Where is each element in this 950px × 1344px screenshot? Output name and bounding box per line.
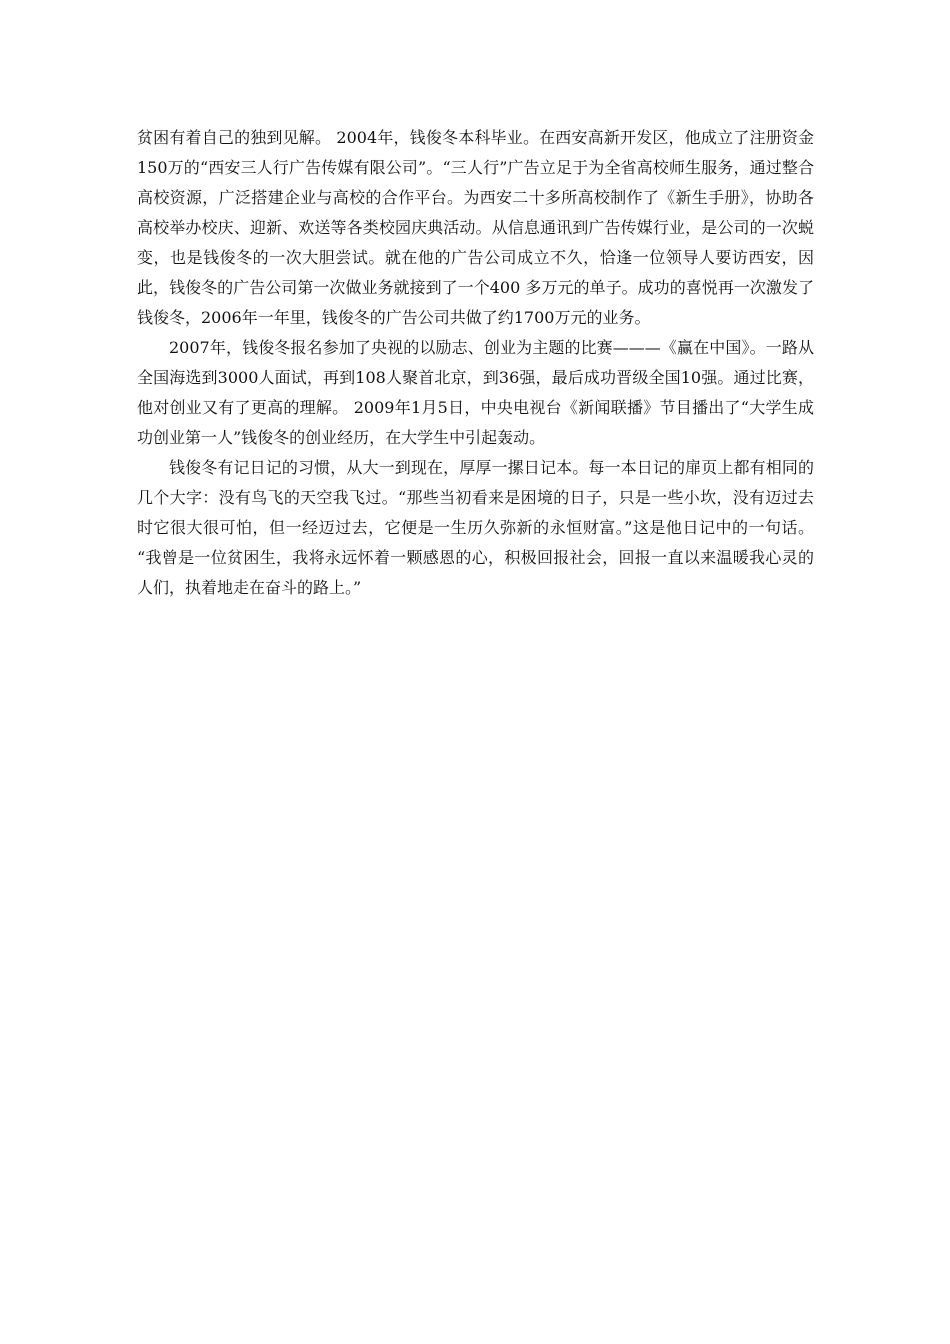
paragraph-diary: 钱俊冬有记日记的习惯，从大一到现在，厚厚一摞日记本。每一本日记的扉页上都有相同的几个大字：没有鸟飞的天空我飞过。“那些当初看来是困境的日子，只是一些小坎，没有迈过去时它很大很可怕，但一经迈过去，它便是一生历久弥新的永恒财富。”这是他日记中的一句话。 “我曾是一位贫困生，我将永远怀着一颗感恩的心，积极回报社会，回报一直以来温暖我心灵的人们，执着地走在奋斗的路上。” <box>137 458 814 597</box>
paragraph-2007-contest: 2007年，钱俊冬报名参加了央视的以励志、创业为主题的比赛———《赢在中国》。一路从全国海选到3000人面试，再到108人聚首北京，到36强，最后成功晋级全国10强。通过比赛，他对创业又有了更高的理解。 2009年1月5日，中央电视台《新闻联播》节目播出了“大学生成功创业第一人”钱俊冬的创业经历，在大学生中引起轰动。 <box>137 338 814 447</box>
document-body <box>137 123 814 603</box>
paragraph-continuation: 贫困有着自己的独到见解。 2004年，钱俊冬本科毕业。在西安高新开发区，他成立了注册资金150万的“西安三人行广告传媒有限公司”。“三人行”广告立足于为全省高校师生服务，通过整合高校资源，广泛搭建企业与高校的合作平台。为西安二十多所高校制作了《新生手册》，协助各高校举办校庆、迎新、欢送等各类校园庆典活动。从信息通讯到广告传媒行业，是公司的一次蜕变，也是钱俊冬的一次大胆尝试。就在他的广告公司成立不久，恰逢一位领导人要访西安，因此，钱俊冬的广告公司第一次做业务就接到了一个400 多万元的单子。成功的喜悦再一次激发了钱俊冬，2006年一年里，钱俊冬的广告公司共做了约1700万元的业务。 <box>137 128 814 327</box>
